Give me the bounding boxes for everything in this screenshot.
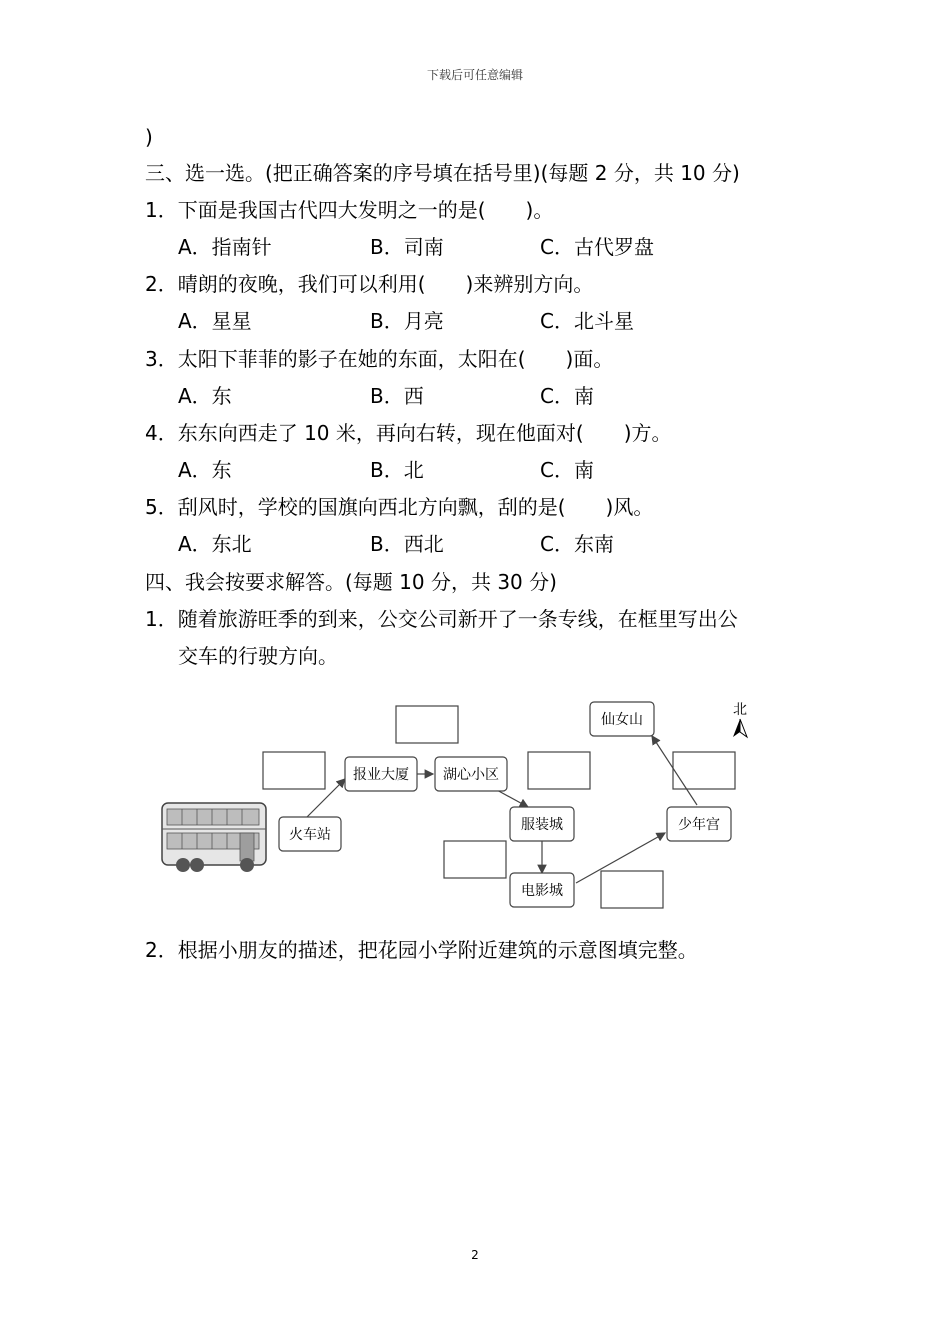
- q1-option-c: C．古代罗盘: [540, 235, 654, 259]
- station-label: 仙女山: [601, 712, 643, 728]
- q5-option-b: B．西北: [370, 532, 444, 556]
- station-label: 湖心小区: [443, 767, 499, 783]
- q2-option-a: A．星星: [178, 309, 252, 333]
- bus-illustration: [162, 803, 266, 872]
- station-label: 电影城: [521, 883, 563, 899]
- continuation-paren: ): [145, 125, 153, 149]
- section4-q2: 2．根据小朋友的描述，把花园小学附近建筑的示意图填完整。: [145, 938, 698, 962]
- q5-option-a: A．东北: [178, 532, 252, 556]
- section3-title: 三、选一选。(把正确答案的序号填在括号里)(每题 2 分，共 10 分): [145, 161, 740, 185]
- q3-option-a: A．东: [178, 384, 232, 408]
- station-node: [345, 757, 417, 791]
- answer-box[interactable]: [601, 871, 663, 908]
- section4-q1-line2: 交车的行驶方向。: [178, 644, 338, 668]
- section4-q1-line1: 1．随着旅游旺季的到来，公交公司新开了一条专线，在框里写出公: [145, 607, 738, 631]
- q3-option-b: B．西: [370, 384, 424, 408]
- station-node: [590, 702, 654, 736]
- question-4: 4．东东向西走了 10 米，再向右转，现在他面对( )方。: [145, 421, 672, 445]
- section4-title: 四、我会按要求解答。(每题 10 分，共 30 分): [145, 570, 557, 594]
- q1-option-b: B．司南: [370, 235, 444, 259]
- q3-option-c: C．南: [540, 384, 594, 408]
- question-2: 2．晴朗的夜晚，我们可以利用( )来辨别方向。: [145, 272, 594, 296]
- station-node: [435, 757, 507, 791]
- page-header: 下载后可任意编辑: [426, 68, 523, 82]
- station-label: 服装城: [521, 817, 563, 833]
- station-node: [667, 807, 731, 841]
- q4-option-b: B．北: [370, 458, 424, 482]
- station-node: [279, 817, 341, 851]
- question-3: 3．太阳下菲菲的影子在她的东面，太阳在( )面。: [145, 347, 614, 371]
- answer-box[interactable]: [528, 752, 590, 789]
- station-label: 报业大厦: [353, 767, 409, 783]
- bus-route-diagram: [155, 695, 755, 915]
- answer-box[interactable]: [444, 841, 506, 878]
- question-1: 1．下面是我国古代四大发明之一的是( )。: [145, 198, 554, 222]
- q2-option-c: C．北斗星: [540, 309, 634, 333]
- q4-option-c: C．南: [540, 458, 594, 482]
- q5-option-c: C．东南: [540, 532, 614, 556]
- q2-option-b: B．月亮: [370, 309, 444, 333]
- station-node: [510, 807, 574, 841]
- north-arrow-icon: [733, 719, 740, 737]
- q1-option-a: A．指南针: [178, 235, 272, 259]
- page-number: 2: [471, 1248, 479, 1262]
- station-label: 火车站: [289, 827, 331, 843]
- station-node: [510, 873, 574, 907]
- station-label: 少年宫: [678, 817, 720, 833]
- q4-option-a: A．东: [178, 458, 232, 482]
- north-label: 北: [733, 702, 747, 718]
- question-5: 5．刮风时，学校的国旗向西北方向飘，刮的是( )风。: [145, 495, 654, 519]
- answer-box[interactable]: [263, 752, 325, 789]
- answer-box[interactable]: [396, 706, 458, 743]
